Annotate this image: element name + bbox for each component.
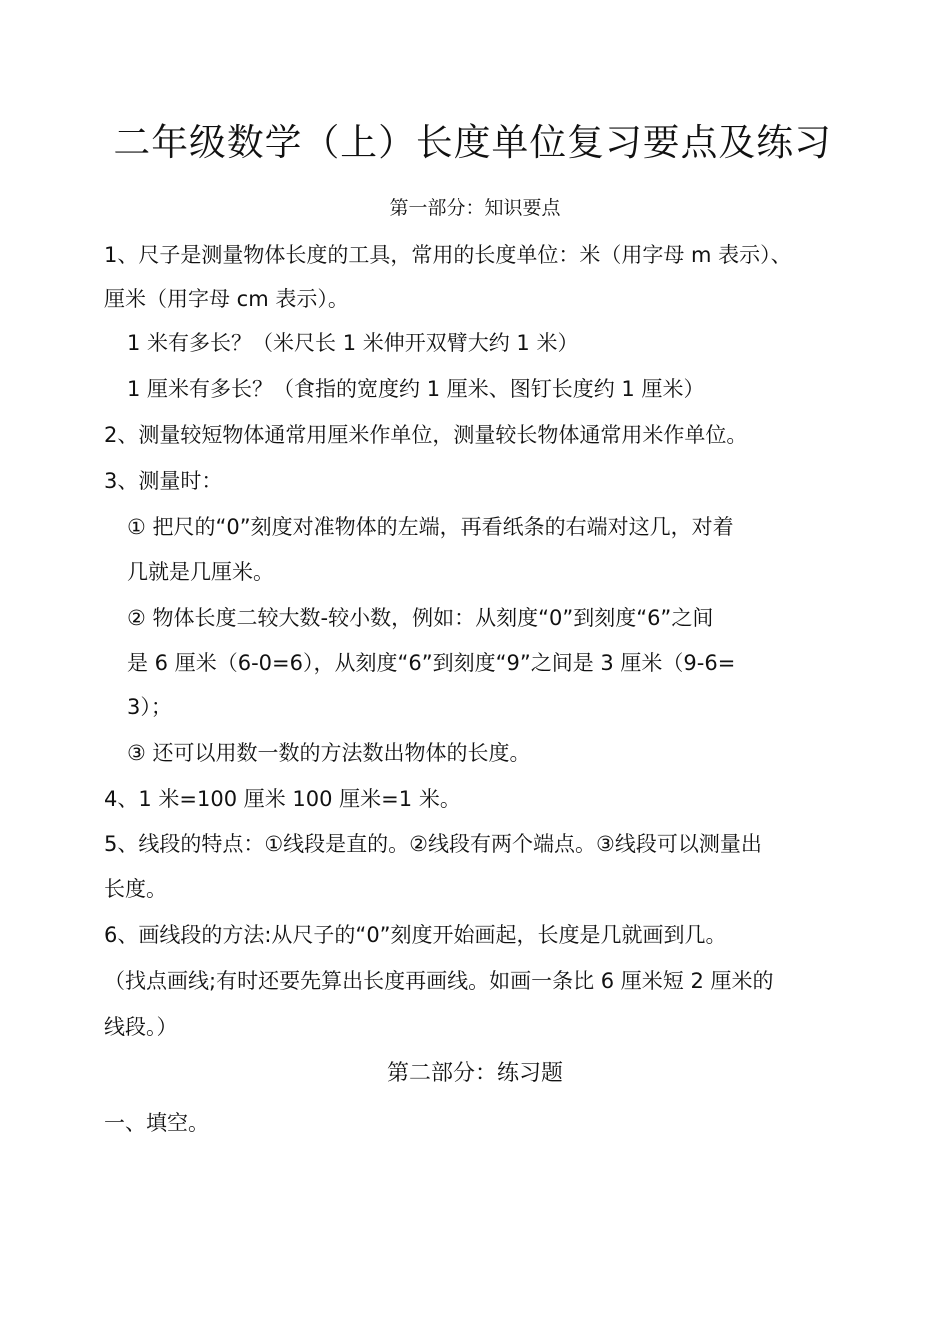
- text-line: ③ 还可以用数一数的方法数出物体的长度。: [127, 741, 531, 765]
- text-line: 1 米有多长？（米尺长 1 米伸开双臂大约 1 米）: [127, 331, 579, 355]
- text-line: 线段。）: [104, 1015, 178, 1039]
- text-line: 1 厘米有多长？（食指的宽度约 1 厘米、图钉长度约 1 厘米）: [127, 377, 705, 401]
- text-line: 1、尺子是测量物体长度的工具，常用的长度单位：米（用字母 m 表示）、: [104, 243, 792, 267]
- text-line: （找点画线;有时还要先算出长度再画线。如画一条比 6 厘米短 2 厘米的: [104, 969, 774, 993]
- text-line: 长度。: [104, 877, 167, 901]
- text-line: 是 6 厘米（6-0=6），从刻度“6”到刻度“9”之间是 3 厘米（9-6=: [127, 651, 736, 675]
- part1-heading: 第一部分：知识要点: [389, 197, 561, 219]
- text-line: 5、线段的特点：①线段是直的。②线段有两个端点。③线段可以测量出: [104, 832, 762, 856]
- text-line: 3）；: [127, 695, 172, 719]
- text-line: 2、测量较短物体通常用厘米作单位，测量较长物体通常用米作单位。: [104, 423, 748, 447]
- part2-heading: 第二部分：练习题: [386, 1061, 563, 1086]
- text-line: 厘米（用字母 cm 表示）。: [104, 287, 349, 311]
- text-line: 3、测量时：: [104, 469, 223, 493]
- text-line: 几就是几厘米。: [127, 560, 274, 584]
- document-title: 二年级数学（上）长度单位复习要点及练习: [113, 121, 832, 164]
- text-line: 6、画线段的方法:从尺子的“0”刻度开始画起，长度是几就画到几。: [104, 923, 727, 947]
- text-line: ① 把尺的“0”刻度对准物体的左端，再看纸条的右端对这几，对着: [127, 515, 734, 539]
- text-line: ② 物体长度二较大数-较小数，例如：从刻度“0”到刻度“6”之间: [127, 606, 714, 630]
- text-line: 4、1 米=100 厘米 100 厘米=1 米。: [104, 787, 461, 811]
- text-line: 一、填空。: [104, 1111, 209, 1135]
